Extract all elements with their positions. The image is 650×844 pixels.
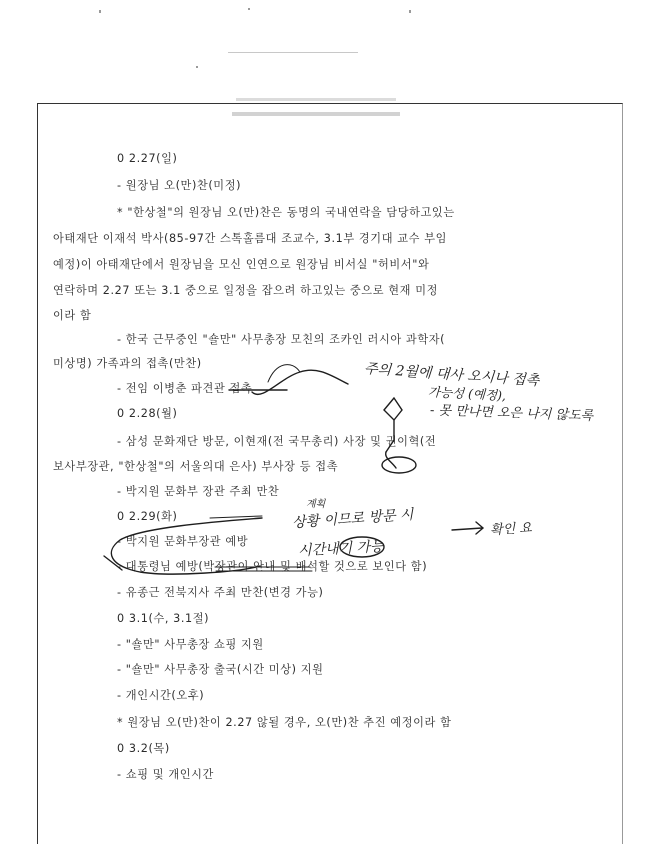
list-item: 보사부장관, "한상철"의 서울의대 은사) 부사장 등 접촉 xyxy=(53,460,339,473)
date-heading-0302: 0 3.2(목) xyxy=(117,742,170,755)
note-paragraph: 연락하며 2.27 또는 3.1 중으로 일정을 잡으려 하고있는 중으로 현재 미정 xyxy=(53,284,439,297)
date-heading-0228: 0 2.28(월) xyxy=(117,407,178,420)
note-paragraph: 예정)이 아태재단에서 원장님을 모신 인연으로 원장님 비서실 "허비서"와 xyxy=(53,258,430,271)
list-item: - 전임 이병춘 파견관 접촉 xyxy=(117,382,253,395)
list-item: 미상명) 가족과의 접촉(만찬) xyxy=(53,357,202,370)
handwritten-note: 시간내기 가능 xyxy=(297,538,385,560)
handwritten-note: 가능성 (예정), xyxy=(427,383,507,404)
handwritten-note: 상황 이므로 방문 시 xyxy=(291,506,415,532)
list-item: - 대통령님 예방(박장관이 안내 및 배석할 것으로 보인다 함) xyxy=(117,560,428,573)
note-paragraph: * "한상철"의 원장님 오(만)찬은 동명의 국내연락을 담당하고있는 xyxy=(117,206,455,219)
list-item: - 박지원 문화부장관 예방 xyxy=(117,535,249,548)
list-item: - "숄만" 사무총장 출국(시간 미상) 지원 xyxy=(117,663,324,676)
date-heading-0301: 0 3.1(수, 3.1절) xyxy=(117,612,210,625)
list-item: - 개인시간(오후) xyxy=(117,689,205,702)
list-item: - 한국 근무중인 "숄만" 사무총장 모친의 조카인 러시아 과학자( xyxy=(117,333,446,346)
handwritten-note: 주의 2월에 대사 오시나 접촉 xyxy=(363,360,540,390)
note-paragraph: * 원장님 오(만)찬이 2.27 않될 경우, 오(만)찬 추진 예정이라 함 xyxy=(117,716,452,729)
list-item: - 유종근 전북지사 주최 만찬(변경 가능) xyxy=(117,586,324,599)
handwritten-note: 확인 요 xyxy=(489,520,533,539)
list-item: - 원장님 오(만)찬(미정) xyxy=(117,179,242,192)
date-heading-0229: 0 2.29(화) xyxy=(117,510,178,523)
note-paragraph: 이라 함 xyxy=(53,309,92,322)
note-paragraph: 아태재단 이재석 박사(85-97간 스톡홀름대 조교수, 3.1부 경기대 교수 부임 xyxy=(53,232,448,245)
handwritten-note: - 못 만나면 오은 나지 않도록 xyxy=(429,403,594,424)
list-item: - 삼성 문화재단 방문, 이현재(전 국무총리) 사장 및 권이혁(전 xyxy=(117,435,437,448)
handwritten-note: 계획 xyxy=(306,499,326,510)
list-item: - 박지원 문화부 장관 주최 만찬 xyxy=(117,485,280,498)
list-item: - "숄만" 사무총장 쇼핑 지원 xyxy=(117,638,264,651)
list-item: - 쇼핑 및 개인시간 xyxy=(117,768,214,781)
date-heading-0227: 0 2.27(일) xyxy=(117,152,178,165)
